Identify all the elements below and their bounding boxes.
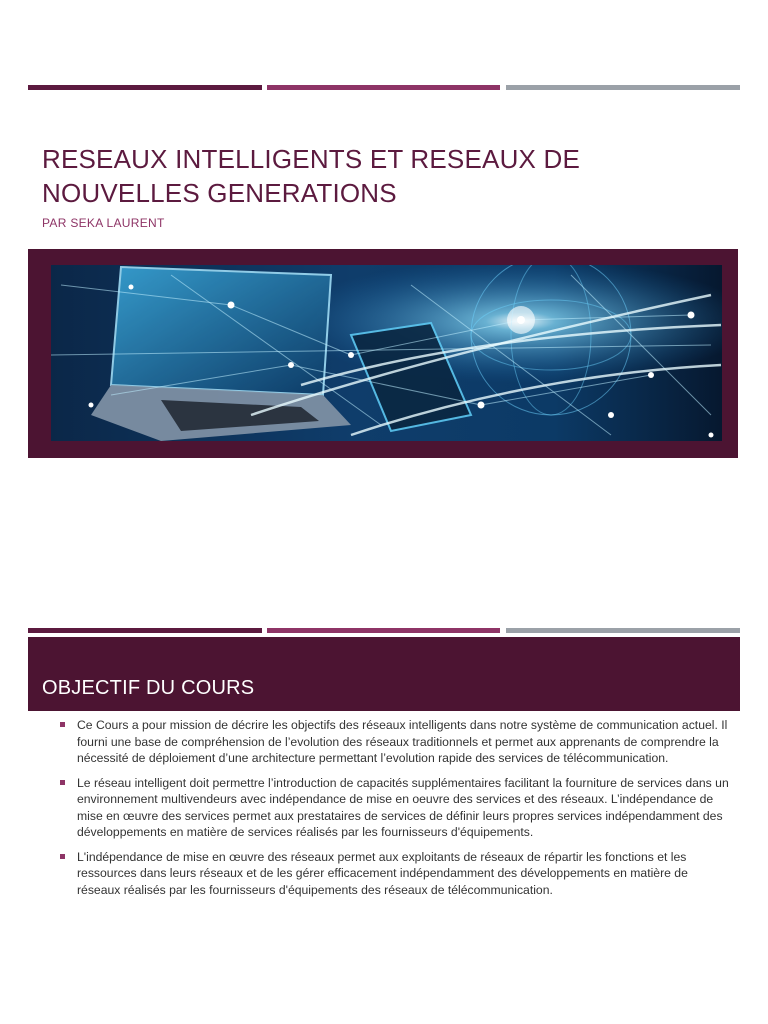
accent-bars	[28, 628, 740, 633]
bullet-square-icon	[60, 854, 65, 859]
network-illustration	[51, 265, 722, 441]
image-frame	[28, 249, 738, 458]
bullet-square-icon	[60, 780, 65, 785]
slide-subtitle: PAR SEKA LAURENT	[42, 216, 165, 230]
bullet-text: Le réseau intelligent doit permettre l’introduction de capacités supplémentaires facilitant la fourniture de services dans un environnement multivendeurs avec indépendance de mise en oeuvre des services et des réseaux. L’indépendance de mise en œuvre des services permet aux prestataires de services de définir leurs propres services indépendamment des développements en matière de services réalisés par les fournisseurs d'équipements.	[77, 775, 729, 839]
list-item	[58, 717, 734, 767]
accent-bar-plum	[28, 85, 262, 90]
accent-bar-magenta	[267, 628, 500, 633]
accent-bar-magenta	[267, 85, 500, 90]
slide-title: RESEAUX INTELLIGENTS ET RESEAUX DE NOUVELLES GENERATIONS	[42, 144, 581, 208]
section-title: OBJECTIF DU COURS	[42, 677, 255, 699]
list-item	[58, 775, 734, 841]
list-item	[58, 849, 734, 899]
bullet-square-icon	[60, 722, 65, 727]
bullet-text: L'indépendance de mise en œuvre des réseaux permet aux exploitants de réseaux de répartir les fonctions et les ressources dans leurs réseaux et de les gérer efficacement indépendamment des développements en matière de réseaux réalisés par les fournisseurs d'équipements des réseaux de télécommunication.	[77, 849, 688, 897]
accent-bar-plum	[28, 628, 262, 633]
accent-bar-grey	[506, 628, 740, 633]
objective-slide	[0, 600, 768, 1024]
bullet-list	[58, 717, 734, 906]
accent-bars	[28, 85, 740, 90]
section-header	[28, 637, 740, 711]
accent-bar-grey	[506, 85, 740, 90]
bullet-text: Ce Cours a pour mission de décrire les objectifs des réseaux intelligents dans notre système de communication actuel. Il fourni une base de compréhension de l’evolution des réseaux traditionnels et permet aux apprenants de comprendre la nécessité de déploiement d’une architecture permettant l’evolution rapide des services de télécommunication.	[77, 718, 728, 765]
title-slide	[0, 0, 768, 500]
